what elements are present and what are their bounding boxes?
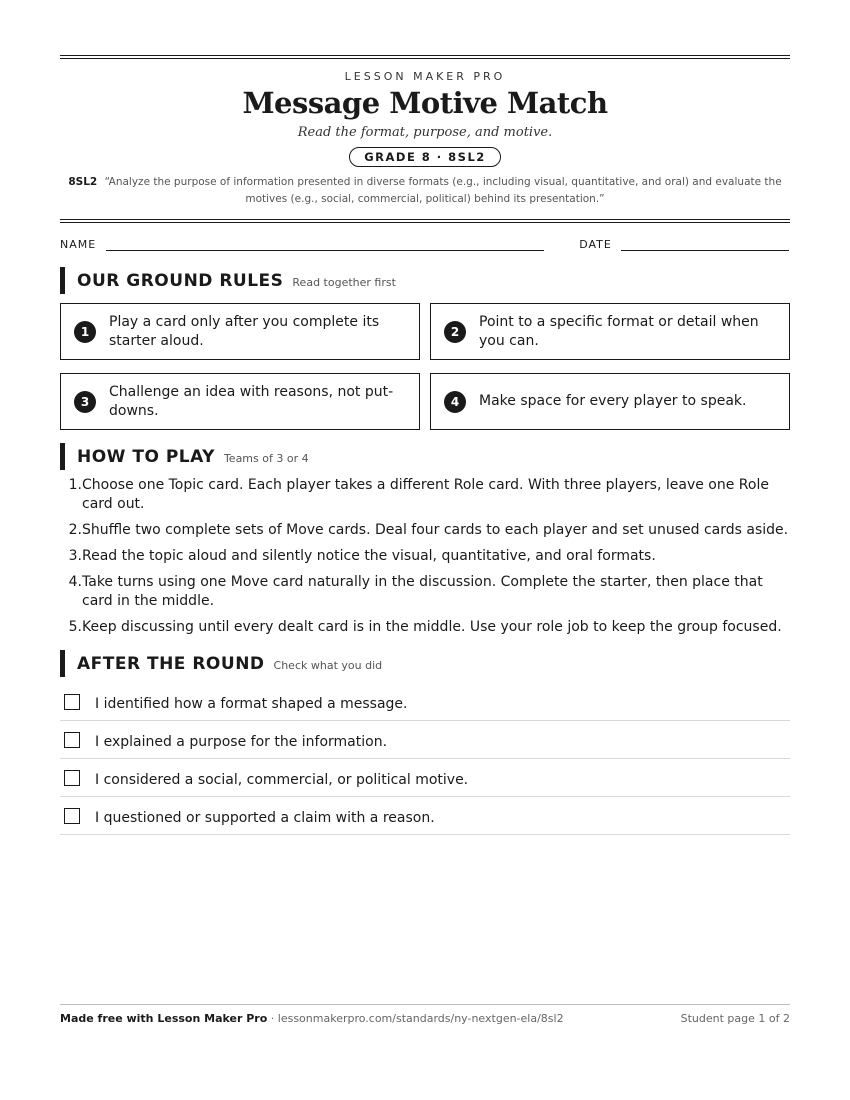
ground-rules-title: OUR GROUND RULES — [77, 270, 284, 291]
brand-label: LESSON MAKER PRO — [344, 70, 506, 83]
step-text: Keep discussing until every dealt card is in the middle. Use your role job to keep the group focused. — [82, 619, 782, 635]
page-title: Message Motive Match — [242, 86, 608, 120]
ground-rule-card — [60, 373, 420, 430]
after-round-heading — [60, 650, 790, 677]
step-text: Shuffle two complete sets of Move cards. Deal four cards to each player and set unused cards aside. — [82, 522, 789, 538]
list-item — [60, 618, 790, 637]
list-item — [60, 476, 790, 514]
step-number: 5. — [68, 619, 82, 635]
name-date-row — [60, 237, 790, 251]
name-label: NAME — [60, 238, 97, 251]
checklist-text: I questioned or supported a claim with a reason. — [95, 809, 435, 826]
standard-text: “Analyze the purpose of information presented in diverse formats (e.g., including visual, quantitative, and oral) and evaluate the motives (e.g., social, commercial, political) behind its presentation.” — [104, 176, 782, 205]
step-number: 4. — [68, 574, 82, 590]
list-item — [60, 547, 790, 566]
after-round-subtitle: Check what you did — [273, 658, 383, 672]
rule-number-badge: 1 — [74, 321, 96, 343]
standard-description — [60, 174, 790, 208]
ground-rules-grid — [60, 303, 790, 430]
footer-page-number: Student page 1 of 2 — [680, 1012, 790, 1025]
grade-badge: GRADE 8 · 8SL2 — [349, 147, 501, 167]
checkbox[interactable] — [64, 808, 80, 824]
step-number: 2. — [68, 522, 82, 538]
footer-made-by: Made free with Lesson Maker Pro — [60, 1012, 268, 1025]
rule-number-badge: 4 — [444, 391, 466, 413]
checkbox[interactable] — [64, 694, 80, 710]
name-field[interactable] — [106, 240, 544, 251]
checklist-text: I considered a social, commercial, or political motive. — [95, 771, 469, 788]
page-footer — [60, 1004, 790, 1025]
ground-rule-card — [430, 303, 790, 360]
after-round-checklist — [60, 683, 790, 835]
footer-url[interactable]: · lessonmakerpro.com/standards/ny-nextgen-ela/8sl2 — [267, 1012, 564, 1025]
checklist-item — [60, 797, 790, 835]
date-label: DATE — [579, 238, 612, 251]
checklist-text: I explained a purpose for the information. — [95, 733, 388, 750]
step-number: 1. — [68, 477, 82, 493]
checkbox[interactable] — [64, 732, 80, 748]
list-item — [60, 521, 790, 540]
date-field[interactable] — [621, 240, 789, 251]
how-to-play-steps — [60, 476, 790, 637]
ground-rule-card — [430, 373, 790, 430]
rule-text: Point to a specific format or detail when you can. — [479, 313, 759, 349]
step-text: Take turns using one Move card naturally in the discussion. Complete the starter, then place that card in the middle. — [82, 574, 763, 609]
rule-number-badge: 3 — [74, 391, 96, 413]
rule-number-badge: 2 — [444, 321, 466, 343]
top-rule — [60, 55, 790, 59]
rule-text: Challenge an idea with reasons, not put-downs. — [109, 383, 394, 419]
checklist-text: I identified how a format shaped a message. — [95, 695, 408, 712]
how-to-play-title: HOW TO PLAY — [77, 446, 215, 467]
after-round-title: AFTER THE ROUND — [77, 653, 265, 674]
how-to-play-heading — [60, 443, 790, 470]
standard-code: 8SL2 — [68, 176, 98, 188]
step-number: 3. — [68, 548, 82, 564]
worksheet-page — [60, 0, 790, 835]
how-to-play-subtitle: Teams of 3 or 4 — [223, 451, 309, 465]
ground-rules-subtitle: Read together first — [292, 275, 396, 289]
rule-text: Make space for every player to speak. — [479, 393, 747, 409]
ground-rules-heading — [60, 267, 790, 294]
step-text: Read the topic aloud and silently notice the visual, quantitative, and oral formats. — [82, 548, 656, 564]
checklist-item — [60, 721, 790, 759]
step-text: Choose one Topic card. Each player takes a different Role card. With three players, leave one Role card out. — [82, 477, 769, 512]
checklist-item — [60, 683, 790, 721]
ground-rule-card — [60, 303, 420, 360]
header-bottom-rule — [60, 219, 790, 223]
checklist-item — [60, 759, 790, 797]
rule-text: Play a card only after you complete its starter aloud. — [109, 313, 380, 349]
footer-credit — [60, 1012, 564, 1025]
list-item — [60, 573, 790, 611]
checkbox[interactable] — [64, 770, 80, 786]
page-subtitle: Read the format, purpose, and motive. — [297, 125, 553, 140]
